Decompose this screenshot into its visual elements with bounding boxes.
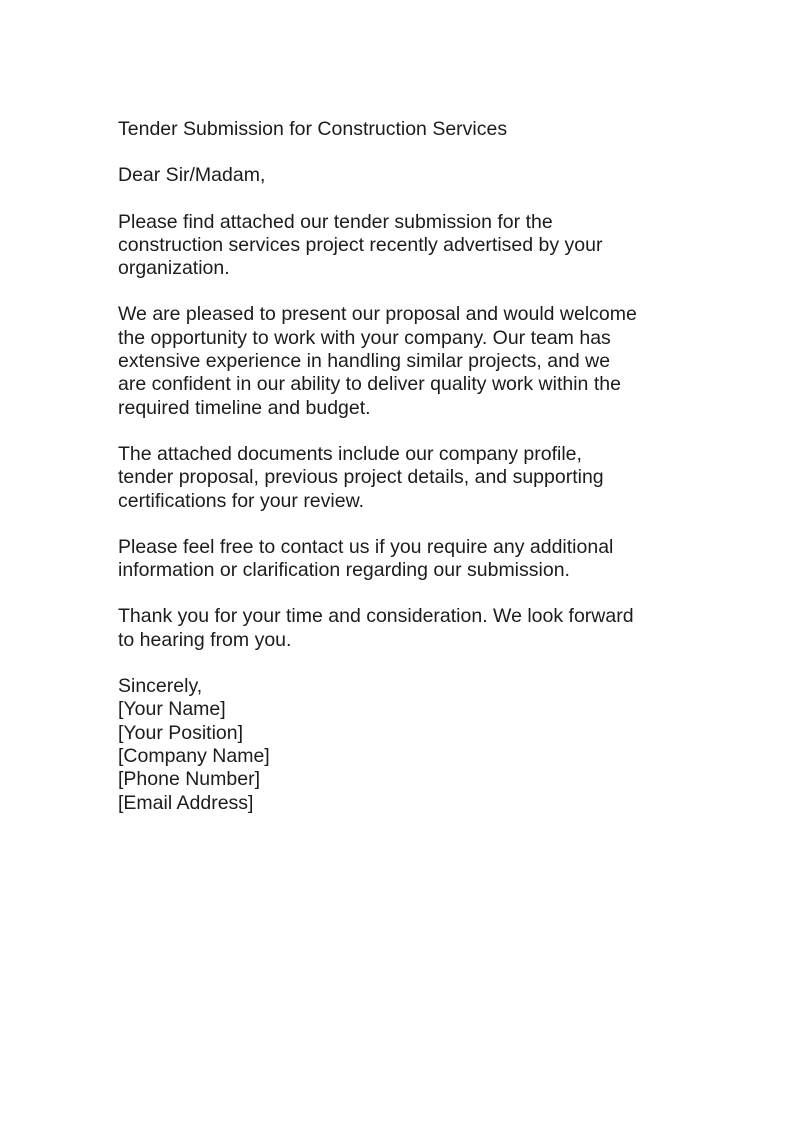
paragraph-line: certifications for your review.: [118, 489, 365, 512]
paragraph-line: are confident in our ability to deliver quality work within the: [118, 373, 621, 396]
signature-company: [Company Name]: [118, 744, 270, 767]
paragraph-line: organization.: [118, 257, 230, 280]
paragraph-line: extensive experience in handling similar projects, and we: [118, 350, 611, 373]
paragraph-contact: [118, 536, 718, 583]
letter-body: [118, 118, 718, 838]
paragraph-proposal: [118, 303, 718, 419]
closing-line: Sincerely,: [118, 675, 203, 698]
paragraph-line: to hearing from you.: [118, 628, 292, 651]
paragraph-line: The attached documents include our company profile,: [118, 442, 582, 465]
salutation-line: Dear Sir/Madam,: [118, 164, 266, 187]
paragraph-line: Please feel free to contact us if you require any additional: [118, 535, 614, 558]
signature-block: [118, 675, 718, 815]
paragraph-thanks: [118, 605, 718, 652]
paragraph-documents: [118, 443, 718, 513]
letter-subject: [118, 118, 718, 141]
paragraph-line: information or clarification regarding our submission.: [118, 559, 570, 582]
paragraph-line: We are pleased to present our proposal and would welcome: [118, 303, 637, 326]
paragraph-line: Thank you for your time and consideration. We look forward: [118, 605, 634, 628]
paragraph-line: tender proposal, previous project details, and supporting: [118, 466, 604, 489]
paragraph-line: Please find attached our tender submission for the: [118, 210, 553, 233]
subject-line: Tender Submission for Construction Services: [118, 118, 508, 140]
paragraph-line: construction services project recently advertised by your: [118, 233, 603, 256]
paragraph-attachment-intro: [118, 211, 718, 281]
paragraph-line: the opportunity to work with your company. Our team has: [118, 326, 611, 349]
letter-salutation: [118, 164, 718, 187]
signature-position: [Your Position]: [118, 721, 244, 744]
signature-email: [Email Address]: [118, 791, 254, 814]
paragraph-line: required timeline and budget.: [118, 396, 371, 419]
signature-name: [Your Name]: [118, 698, 226, 721]
signature-phone: [Phone Number]: [118, 768, 260, 791]
